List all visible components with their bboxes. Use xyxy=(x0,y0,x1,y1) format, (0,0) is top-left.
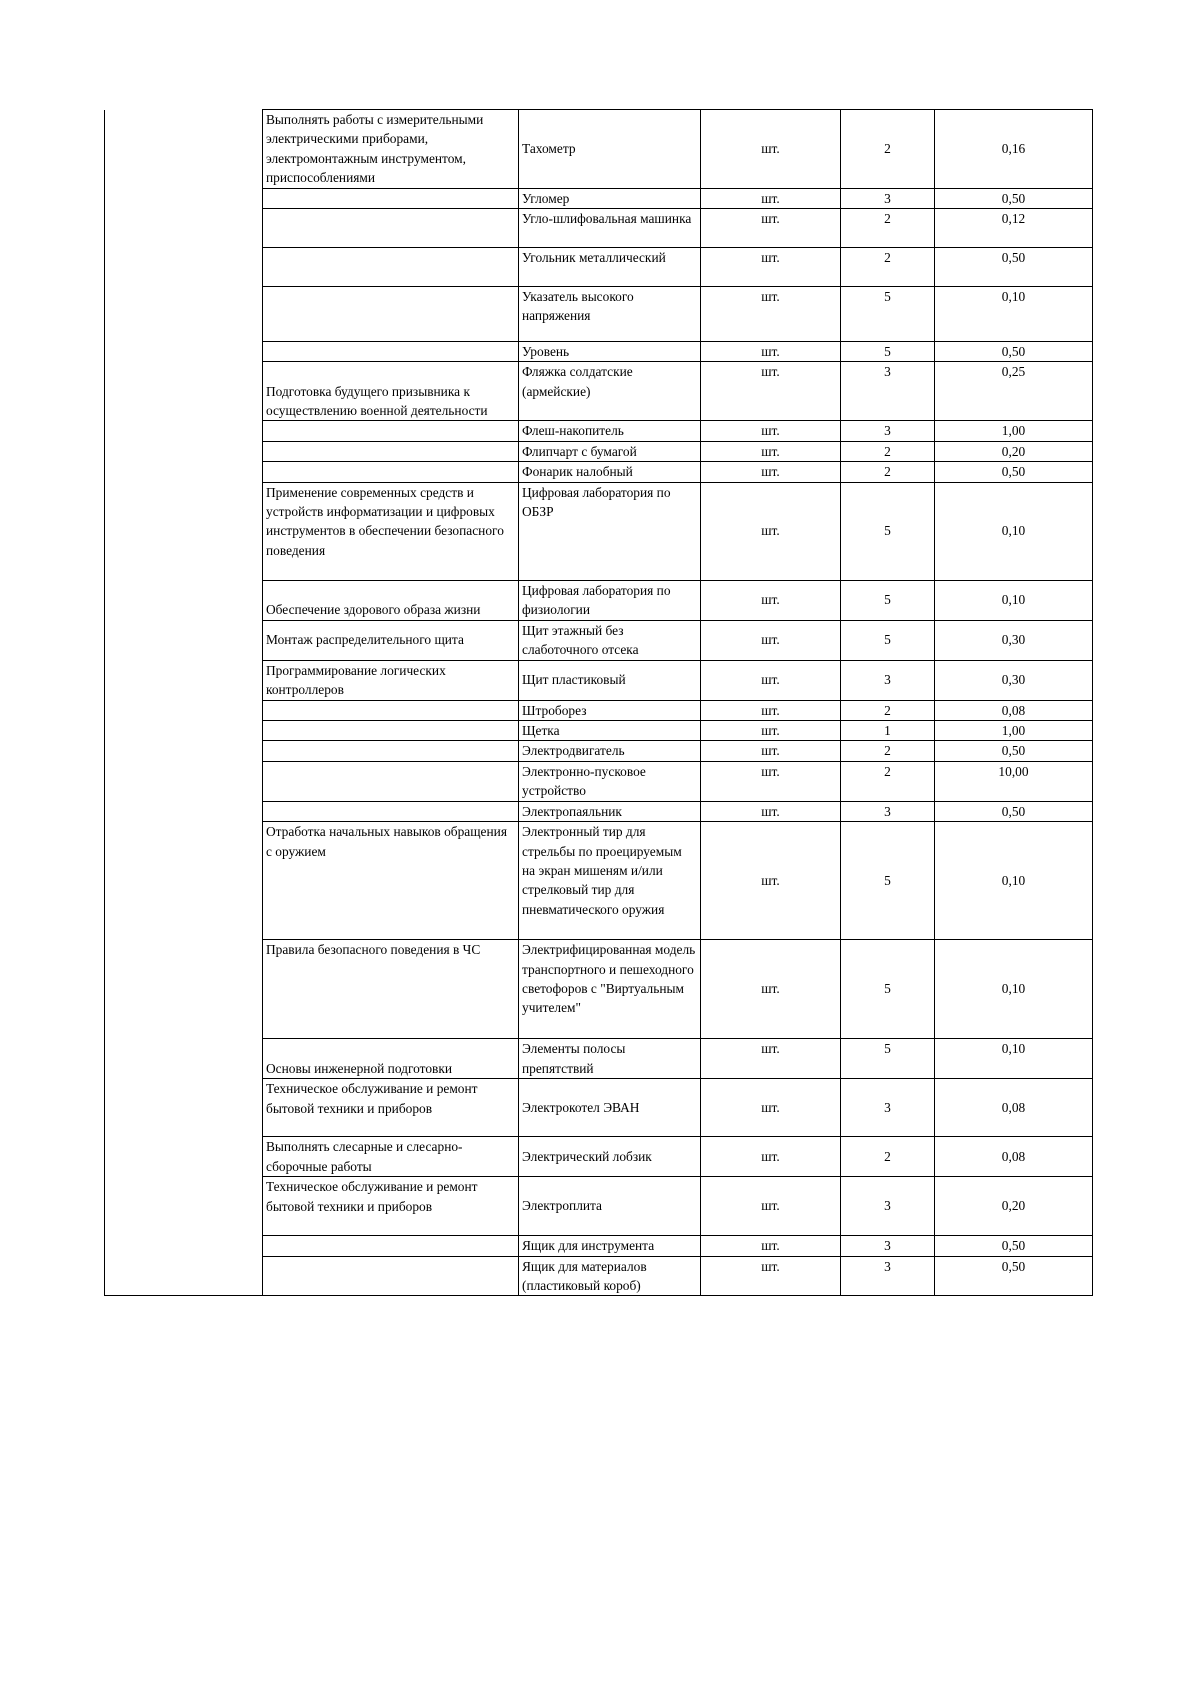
quantity-cell: 2 xyxy=(841,248,935,287)
quantity-cell: 5 xyxy=(841,580,935,620)
quantity-cell: 3 xyxy=(841,1177,935,1236)
unit-cell: шт. xyxy=(701,620,841,660)
item-name-cell: Указатель высокого напряжения xyxy=(519,287,701,342)
activity-cell: Отработка начальных навыков обращения с оружием xyxy=(263,822,519,940)
activity-cell: Правила безопасного поведения в ЧС xyxy=(263,940,519,1039)
item-name-cell: Щит этажный без слаботочного отсека xyxy=(519,620,701,660)
spacer-cell xyxy=(105,1177,263,1236)
quantity-cell: 2 xyxy=(841,761,935,801)
equipment-table xyxy=(104,109,1093,1296)
unit-cell: шт. xyxy=(701,1039,841,1079)
item-name-cell: Электрический лобзик xyxy=(519,1137,701,1177)
document-page xyxy=(104,109,1092,1296)
quantity-cell: 2 xyxy=(841,441,935,461)
item-name-cell: Фляжка солдатские (армейские) xyxy=(519,362,701,421)
coefficient-cell: 0,16 xyxy=(935,110,1093,189)
coefficient-cell: 0,12 xyxy=(935,209,1093,248)
unit-cell: шт. xyxy=(701,287,841,342)
unit-cell: шт. xyxy=(701,110,841,189)
coefficient-cell: 0,10 xyxy=(935,580,1093,620)
activity-cell xyxy=(263,441,519,461)
table-row xyxy=(105,421,1093,441)
quantity-cell: 5 xyxy=(841,620,935,660)
coefficient-cell: 0,25 xyxy=(935,362,1093,421)
activity-cell xyxy=(263,721,519,741)
coefficient-cell: 0,10 xyxy=(935,940,1093,1039)
spacer-cell xyxy=(105,822,263,940)
item-name-cell: Ящик для материалов (пластиковый короб) xyxy=(519,1256,701,1296)
table-row xyxy=(105,362,1093,421)
activity-cell: Монтаж распределительного щита xyxy=(263,620,519,660)
quantity-cell: 2 xyxy=(841,110,935,189)
quantity-cell: 2 xyxy=(841,700,935,720)
item-name-cell: Тахометр xyxy=(519,110,701,189)
item-name-cell: Ящик для инструмента xyxy=(519,1236,701,1256)
coefficient-cell: 0,50 xyxy=(935,1256,1093,1296)
activity-cell xyxy=(263,1256,519,1296)
spacer-cell xyxy=(105,761,263,801)
item-name-cell: Электрифицированная модель транспортного и пешеходного светофоров с "Виртуальным учителем" xyxy=(519,940,701,1039)
item-name-cell: Электрокотел ЭВАН xyxy=(519,1079,701,1137)
table-row xyxy=(105,940,1093,1039)
spacer-cell xyxy=(105,1079,263,1137)
item-name-cell: Штроборез xyxy=(519,700,701,720)
table-row xyxy=(105,1256,1093,1296)
activity-cell: Программирование логических контроллеров xyxy=(263,660,519,700)
item-name-cell: Фонарик налобный xyxy=(519,462,701,482)
spacer-cell xyxy=(105,1236,263,1256)
quantity-cell: 2 xyxy=(841,209,935,248)
spacer-cell xyxy=(105,209,263,248)
table-row xyxy=(105,441,1093,461)
item-name-cell: Флипчарт с бумагой xyxy=(519,441,701,461)
unit-cell: шт. xyxy=(701,940,841,1039)
spacer-cell xyxy=(105,188,263,208)
activity-cell: Выполнять работы с измерительными электрическими приборами, электромонтажным инструментом, приспособлениями xyxy=(263,110,519,189)
quantity-cell: 3 xyxy=(841,362,935,421)
coefficient-cell: 0,50 xyxy=(935,342,1093,362)
item-name-cell: Угломер xyxy=(519,188,701,208)
spacer-cell xyxy=(105,248,263,287)
table-row xyxy=(105,741,1093,761)
coefficient-cell: 0,50 xyxy=(935,741,1093,761)
quantity-cell: 3 xyxy=(841,1079,935,1137)
quantity-cell: 3 xyxy=(841,1236,935,1256)
unit-cell: шт. xyxy=(701,721,841,741)
item-name-cell: Щетка xyxy=(519,721,701,741)
spacer-cell xyxy=(105,362,263,421)
activity-cell xyxy=(263,1236,519,1256)
unit-cell: шт. xyxy=(701,482,841,580)
table-row xyxy=(105,110,1093,189)
quantity-cell: 1 xyxy=(841,721,935,741)
unit-cell: шт. xyxy=(701,362,841,421)
coefficient-cell: 0,20 xyxy=(935,1177,1093,1236)
quantity-cell: 5 xyxy=(841,482,935,580)
unit-cell: шт. xyxy=(701,1079,841,1137)
coefficient-cell: 0,08 xyxy=(935,1079,1093,1137)
unit-cell: шт. xyxy=(701,441,841,461)
activity-cell xyxy=(263,700,519,720)
activity-cell xyxy=(263,801,519,821)
quantity-cell: 5 xyxy=(841,342,935,362)
quantity-cell: 3 xyxy=(841,1256,935,1296)
table-row xyxy=(105,188,1093,208)
spacer-cell xyxy=(105,660,263,700)
activity-cell: Техническое обслуживание и ремонт бытовой техники и приборов xyxy=(263,1079,519,1137)
coefficient-cell: 1,00 xyxy=(935,721,1093,741)
item-name-cell: Электроплита xyxy=(519,1177,701,1236)
quantity-cell: 5 xyxy=(841,287,935,342)
coefficient-cell: 0,08 xyxy=(935,700,1093,720)
spacer-cell xyxy=(105,110,263,189)
spacer-cell xyxy=(105,801,263,821)
table-row xyxy=(105,580,1093,620)
table-row xyxy=(105,801,1093,821)
coefficient-cell: 0,08 xyxy=(935,1137,1093,1177)
table-row xyxy=(105,1039,1093,1079)
coefficient-cell: 0,10 xyxy=(935,822,1093,940)
table-row xyxy=(105,822,1093,940)
table-row xyxy=(105,248,1093,287)
spacer-cell xyxy=(105,620,263,660)
activity-cell xyxy=(263,421,519,441)
coefficient-cell: 0,30 xyxy=(935,620,1093,660)
quantity-cell: 2 xyxy=(841,462,935,482)
spacer-cell xyxy=(105,342,263,362)
coefficient-cell: 0,50 xyxy=(935,1236,1093,1256)
coefficient-cell: 0,50 xyxy=(935,801,1093,821)
spacer-cell xyxy=(105,482,263,580)
quantity-cell: 3 xyxy=(841,660,935,700)
item-name-cell: Электродвигатель xyxy=(519,741,701,761)
spacer-cell xyxy=(105,700,263,720)
spacer-cell xyxy=(105,287,263,342)
activity-cell: Обеспечение здорового образа жизни xyxy=(263,580,519,620)
spacer-cell xyxy=(105,441,263,461)
table-row xyxy=(105,660,1093,700)
coefficient-cell: 1,00 xyxy=(935,421,1093,441)
quantity-cell: 2 xyxy=(841,1137,935,1177)
table-row xyxy=(105,287,1093,342)
table-row xyxy=(105,700,1093,720)
table-row xyxy=(105,1079,1093,1137)
unit-cell: шт. xyxy=(701,1177,841,1236)
activity-cell: Применение современных средств и устройств информатизации и цифровых инструментов в обеспечении безопасного поведения xyxy=(263,482,519,580)
coefficient-cell: 0,30 xyxy=(935,660,1093,700)
item-name-cell: Элементы полосы препятствий xyxy=(519,1039,701,1079)
activity-cell: Основы инженерной подготовки xyxy=(263,1039,519,1079)
coefficient-cell: 0,20 xyxy=(935,441,1093,461)
unit-cell: шт. xyxy=(701,1137,841,1177)
table-row xyxy=(105,209,1093,248)
quantity-cell: 3 xyxy=(841,801,935,821)
spacer-cell xyxy=(105,940,263,1039)
quantity-cell: 3 xyxy=(841,421,935,441)
item-name-cell: Щит пластиковый xyxy=(519,660,701,700)
item-name-cell: Цифровая лаборатория по ОБЗР xyxy=(519,482,701,580)
activity-cell xyxy=(263,287,519,342)
unit-cell: шт. xyxy=(701,660,841,700)
coefficient-cell: 0,10 xyxy=(935,1039,1093,1079)
spacer-cell xyxy=(105,462,263,482)
spacer-cell xyxy=(105,1137,263,1177)
quantity-cell: 2 xyxy=(841,741,935,761)
item-name-cell: Цифровая лаборатория по физиологии xyxy=(519,580,701,620)
coefficient-cell: 0,50 xyxy=(935,462,1093,482)
table-row xyxy=(105,721,1093,741)
unit-cell: шт. xyxy=(701,700,841,720)
item-name-cell: Электропаяльник xyxy=(519,801,701,821)
unit-cell: шт. xyxy=(701,1236,841,1256)
activity-cell: Техническое обслуживание и ремонт бытовой техники и приборов xyxy=(263,1177,519,1236)
quantity-cell: 3 xyxy=(841,188,935,208)
table-row xyxy=(105,761,1093,801)
quantity-cell: 5 xyxy=(841,1039,935,1079)
unit-cell: шт. xyxy=(701,741,841,761)
activity-cell: Подготовка будущего призывника к осуществлению военной деятельности xyxy=(263,362,519,421)
activity-cell xyxy=(263,342,519,362)
coefficient-cell: 10,00 xyxy=(935,761,1093,801)
table-row xyxy=(105,482,1093,580)
quantity-cell: 5 xyxy=(841,940,935,1039)
table-row xyxy=(105,620,1093,660)
item-name-cell: Электронный тир для стрельбы по проецируемым на экран мишеням и/или стрелковый тир для пневматического оружия xyxy=(519,822,701,940)
activity-cell xyxy=(263,462,519,482)
unit-cell: шт. xyxy=(701,580,841,620)
unit-cell: шт. xyxy=(701,1256,841,1296)
unit-cell: шт. xyxy=(701,209,841,248)
spacer-cell xyxy=(105,421,263,441)
unit-cell: шт. xyxy=(701,188,841,208)
spacer-cell xyxy=(105,580,263,620)
quantity-cell: 5 xyxy=(841,822,935,940)
activity-cell xyxy=(263,248,519,287)
activity-cell: Выполнять слесарные и слесарно-сборочные работы xyxy=(263,1137,519,1177)
unit-cell: шт. xyxy=(701,801,841,821)
spacer-cell xyxy=(105,1039,263,1079)
activity-cell xyxy=(263,209,519,248)
coefficient-cell: 0,10 xyxy=(935,287,1093,342)
activity-cell xyxy=(263,741,519,761)
item-name-cell: Угольник металлический xyxy=(519,248,701,287)
table-row xyxy=(105,342,1093,362)
unit-cell: шт. xyxy=(701,462,841,482)
spacer-cell xyxy=(105,721,263,741)
table-row xyxy=(105,1137,1093,1177)
item-name-cell: Флеш-накопитель xyxy=(519,421,701,441)
unit-cell: шт. xyxy=(701,248,841,287)
unit-cell: шт. xyxy=(701,822,841,940)
item-name-cell: Электронно-пусковое устройство xyxy=(519,761,701,801)
table-row xyxy=(105,1177,1093,1236)
item-name-cell: Уровень xyxy=(519,342,701,362)
unit-cell: шт. xyxy=(701,342,841,362)
coefficient-cell: 0,10 xyxy=(935,482,1093,580)
item-name-cell: Угло-шлифовальная машинка xyxy=(519,209,701,248)
activity-cell xyxy=(263,761,519,801)
unit-cell: шт. xyxy=(701,761,841,801)
coefficient-cell: 0,50 xyxy=(935,248,1093,287)
coefficient-cell: 0,50 xyxy=(935,188,1093,208)
unit-cell: шт. xyxy=(701,421,841,441)
equipment-table-body xyxy=(105,110,1093,1296)
table-row xyxy=(105,462,1093,482)
activity-cell xyxy=(263,188,519,208)
spacer-cell xyxy=(105,1256,263,1296)
spacer-cell xyxy=(105,741,263,761)
table-row xyxy=(105,1236,1093,1256)
